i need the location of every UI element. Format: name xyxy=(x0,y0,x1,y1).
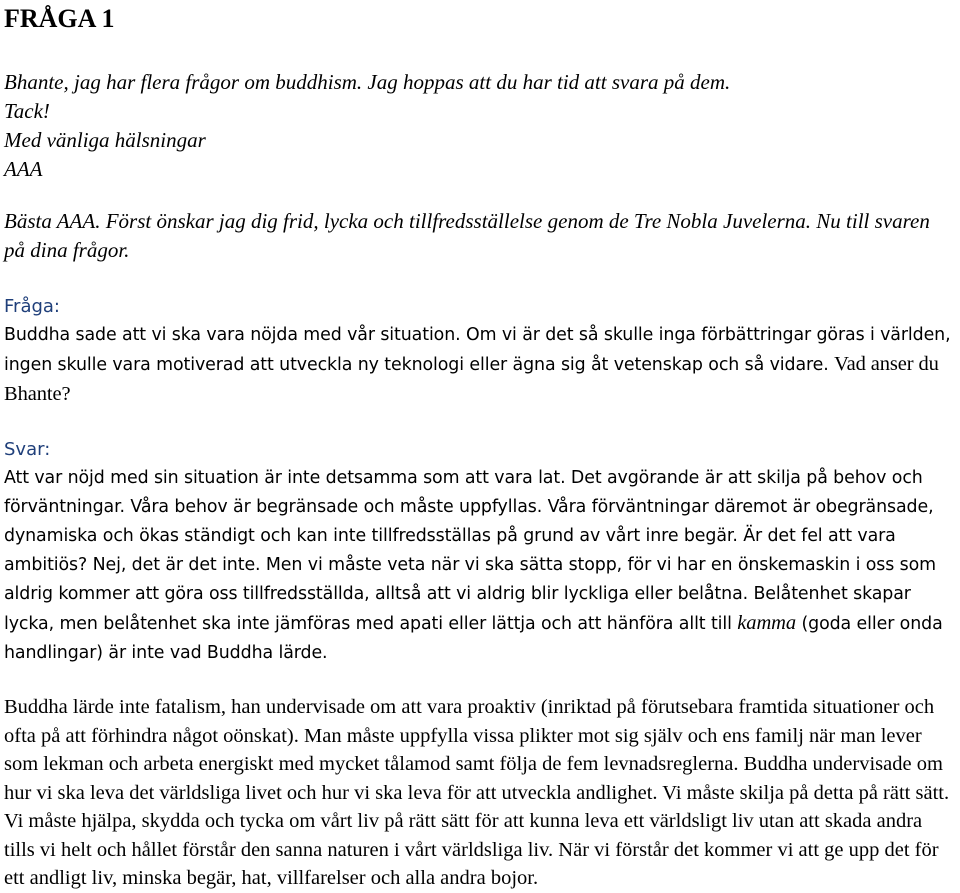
answer-text-before: Att var nöjd med sin situation är inte detsamma som att vara lat. Det avgörande är att skilja på behov och förväntningar. Våra behov är begränsade och måste uppfyllas. Våra förväntningar däremot är obegränsade, dynamiska och ökas ständigt och kan inte tillfredsställas på grund av vårt inre begär. Är det fel att vara ambitiös? Nej, det är det inte. Men vi måste veta när vi ska sätta stopp, för vi har en önskemaskin i oss som aldrig kommer att göra oss tillfredsställda, alltså att vi aldrig blir lyckliga eller belåtna. Belåtenhet skapar lycka, men belåtenhet ska inte jämföras med apati eller lättja och att hänföra allt till xyxy=(4,468,936,634)
answer-text xyxy=(4,464,956,668)
answer-text-after: (goda eller onda handlingar) är inte vad Buddha lärde. xyxy=(4,614,943,663)
letter-line: Med vänliga hälsningar xyxy=(4,128,206,152)
answer-label: Svar: xyxy=(4,439,51,460)
question-text-serif: Vad anser du Bhante? xyxy=(4,353,939,405)
letter-reply: Bästa AAA. Först önskar jag dig frid, lycka och tillfredsställelse genom de Tre Nobla Juvelerna. Nu till svaren på dina frågor. xyxy=(4,209,930,262)
answer-paragraph-2: Buddha lärde inte fatalism, han undervisade om att vara proaktiv (inriktad på förutsebara framtida situationer och ofta på att förhindra något oönskat). Man måste uppfylla vissa plikter mot sig själv och ens familj när man lever som lekman och arbeta energiskt med mycket tålamod samt följa de fem levnadsreglerna. Buddha undervisade om hur vi ska leva det världsliga livet och hur vi ska leva för att utveckla andlighet. Vi måste skilja på detta på rätt sätt. Vi måste hjälpa, skydda och tycka om vårt liv på rätt sätt för att kunna leva ett världsligt liv utan att skada andra tills vi helt och hållet förstår den sanna naturen i vårt världsliga liv. När vi förstår det kommer vi att ge upp det för ett andligt liv, minska begär, hat, villfarelser och alla andra bojor. xyxy=(4,696,950,889)
question-text xyxy=(4,321,956,410)
question-label: Fråga: xyxy=(4,296,60,317)
letter-line: Bhante, jag har flera frågor om buddhism. Jag hoppas att du har tid att svara på dem. xyxy=(4,70,731,94)
answer-emphasis: kamma xyxy=(737,612,797,634)
letter-line: Tack! xyxy=(4,99,50,123)
question-text-sans: Buddha sade att vi ska vara nöjda med vår situation. Om vi är det så skulle inga förbättringar göras i världen, ingen skulle vara motiverad att utveckla ny teknologi eller ägna sig åt vetenskap och så vidare. xyxy=(4,325,951,375)
document-page xyxy=(4,0,956,893)
letter-line: AAA xyxy=(4,157,43,181)
page-title: FRÅGA 1 xyxy=(4,4,115,33)
